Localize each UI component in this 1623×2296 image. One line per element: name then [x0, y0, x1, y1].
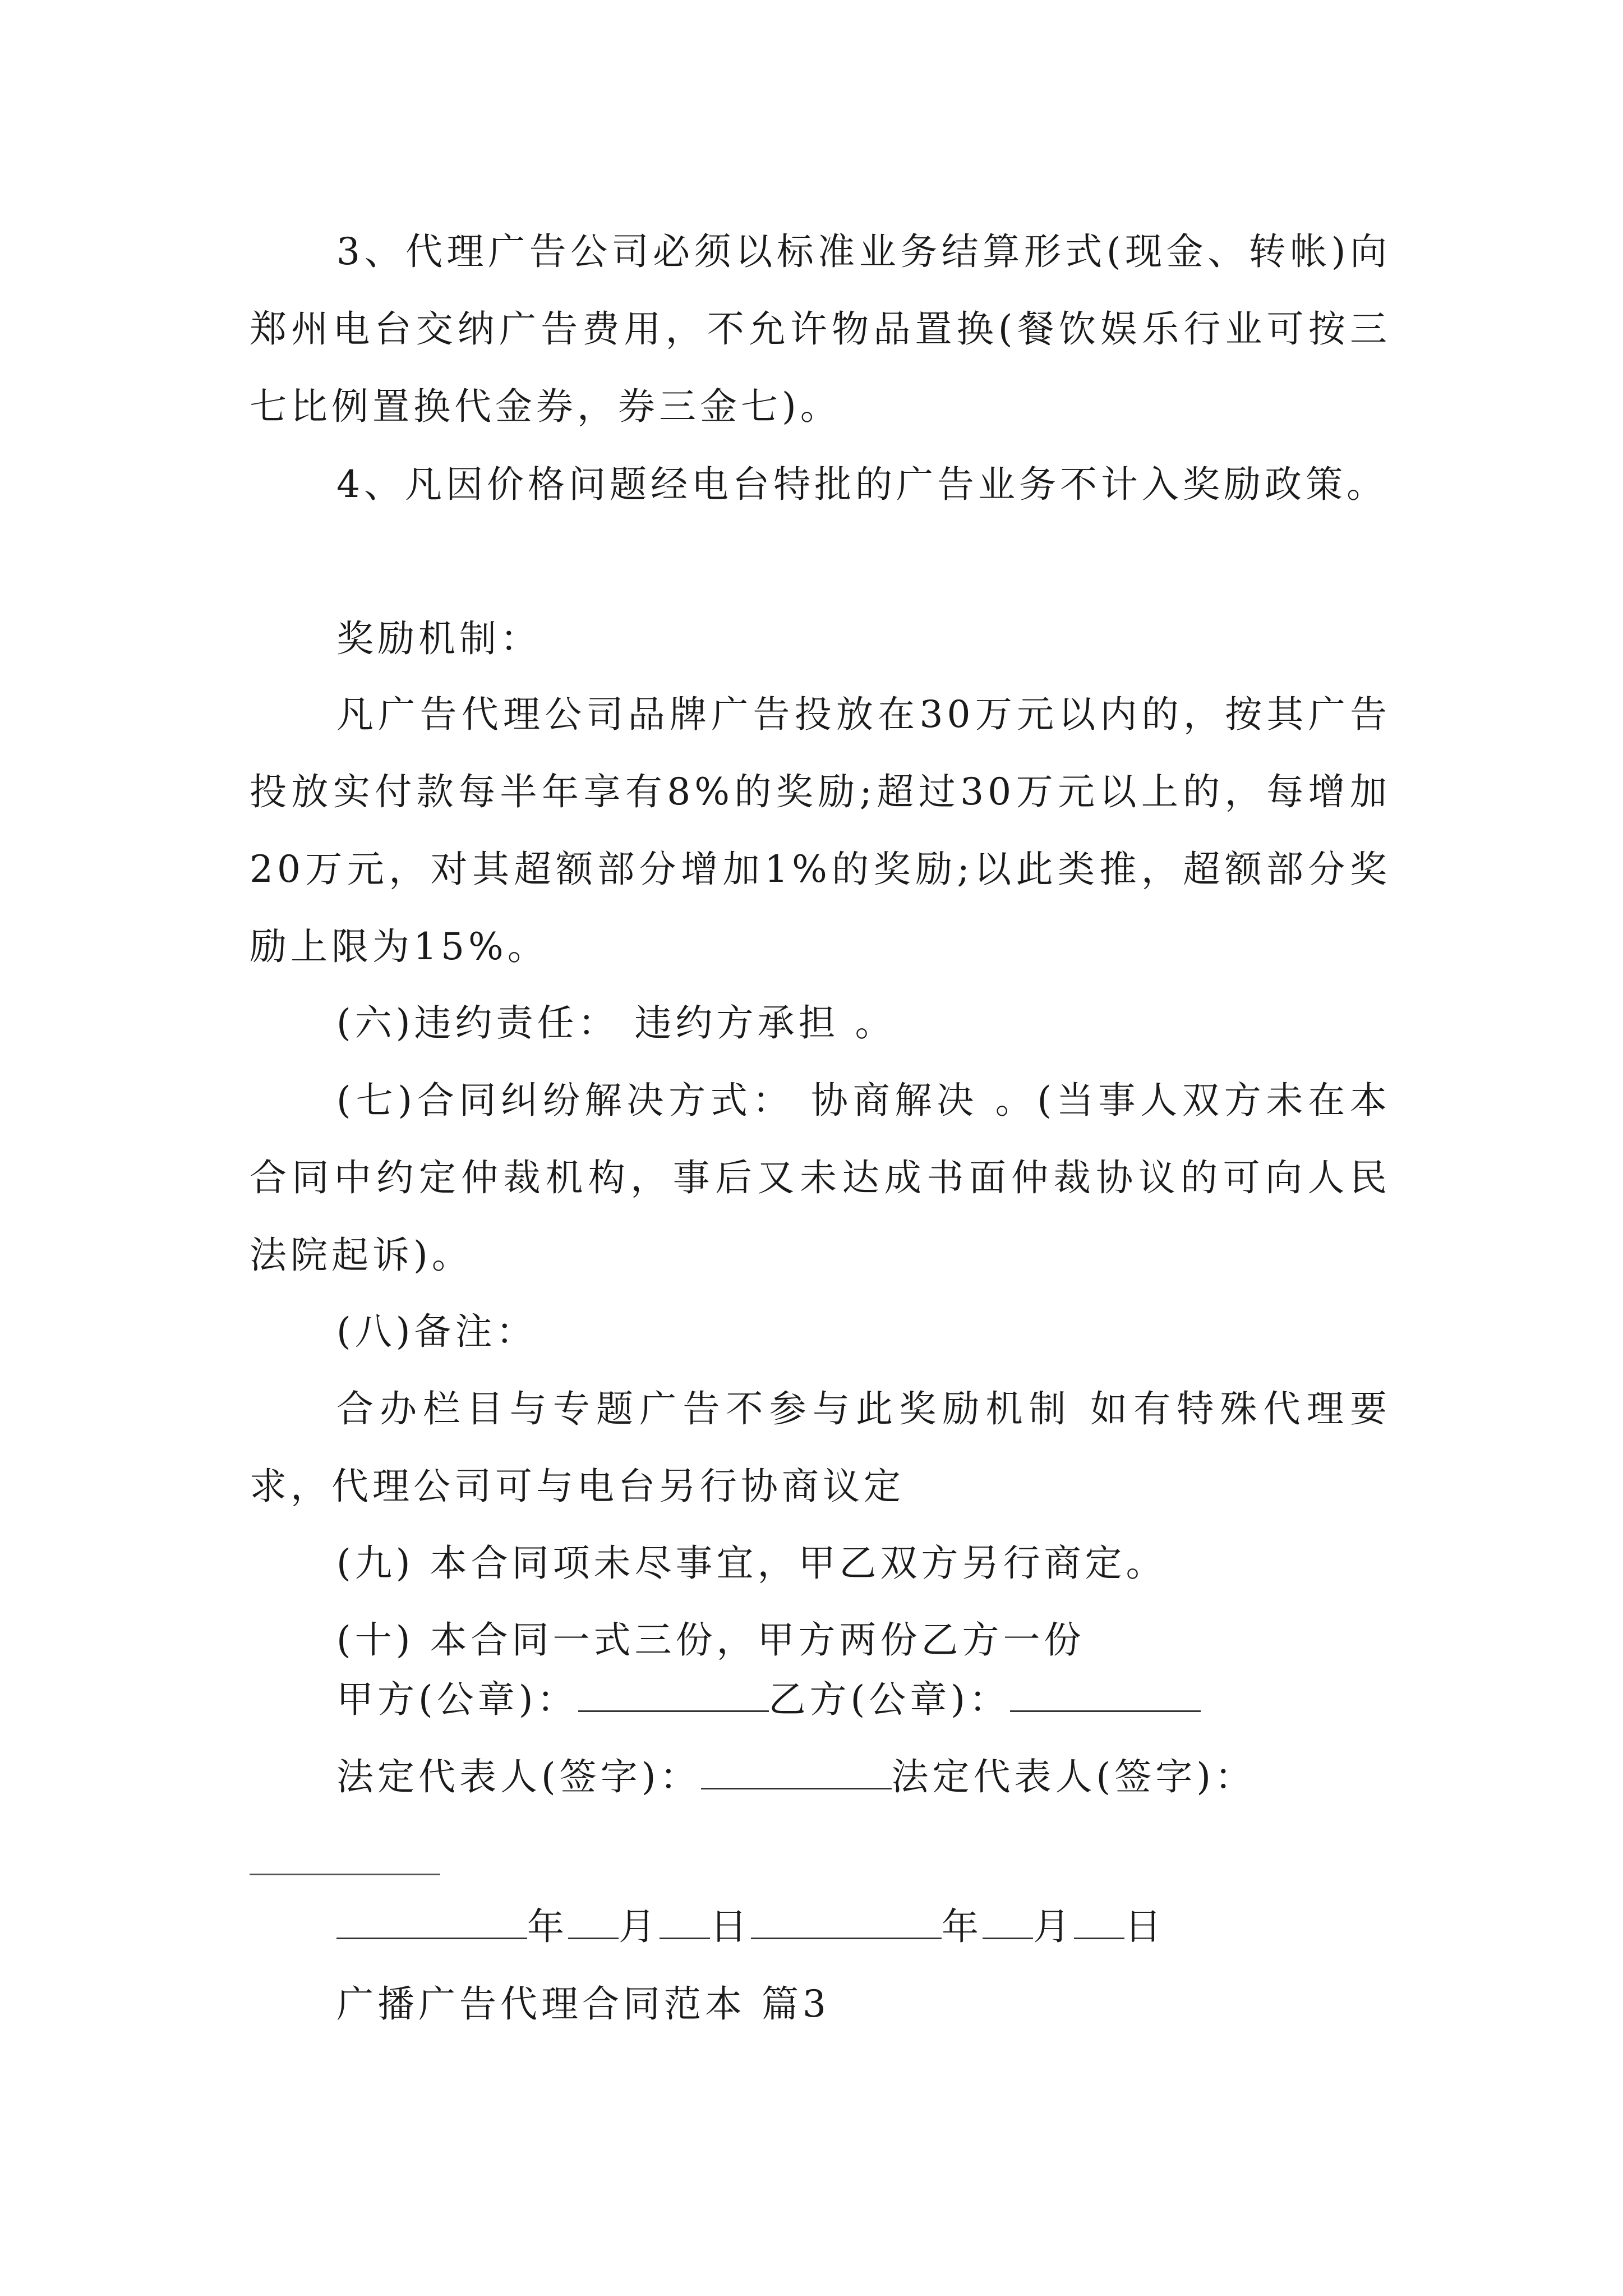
clause-10: (十) 本合同一式三份，甲方两份乙方一份	[336, 1618, 1085, 1662]
legal-rep-b-label: 法定代表人(签字)：	[891, 1755, 1256, 1798]
paragraph-clause-3: 3、代理广告公司必须以标准业务结算形式(现金、转帐)向郑州电台交纳广告费用，不允许物品置换(餐饮娱乐行业可按三七比例置换代金券，券三金七)。	[250, 230, 1391, 428]
clause-9: (九) 本合同项未尽事宜，甲乙双方另行商定。	[336, 1542, 1167, 1585]
year-b-blank	[751, 1904, 942, 1939]
month-b-label: 月	[1033, 1905, 1074, 1948]
party-b-seal-blank	[1010, 1677, 1201, 1712]
party-a-seal-label: 甲方(公章)：	[336, 1678, 578, 1721]
remark-text: 合办栏目与专题广告不参与此奖励机制 如有特殊代理要求，代理公司可与电台另行协商议定	[250, 1387, 1391, 1508]
reward-mechanism-text: 凡广告代理公司品牌广告投放在30万元以内的，按其广告投放实付款每半年享有8%的奖励;超过30万元以上的，每增加20万元，对其超额部分增加1%的奖励;以此类推，超额部分奖励上限为15%。	[250, 693, 1391, 968]
day-a-blank	[660, 1904, 710, 1939]
reward-heading: 奖励机制：	[336, 617, 541, 660]
party-b-seal-label: 乙方(公章)：	[768, 1678, 1010, 1721]
clause-7-dispute: (七)合同纠纷解决方式： 协商解决 。(当事人双方未在本合同中约定仲裁机构，事后又未达成书面仲裁协议的可向人民法院起诉)。	[250, 1079, 1391, 1277]
date-line	[336, 1899, 1165, 1955]
clause-6-liability: (六)违约责任： 违约方承担 。	[336, 1001, 896, 1045]
month-a-blank	[568, 1904, 619, 1939]
year-a-label: 年	[527, 1905, 568, 1948]
day-b-blank	[1074, 1904, 1124, 1939]
year-a-blank	[336, 1904, 527, 1939]
seal-line	[336, 1672, 1201, 1728]
month-a-label: 月	[619, 1905, 660, 1948]
month-b-blank	[983, 1904, 1033, 1939]
legal-rep-b-blank	[250, 1874, 440, 1875]
legal-rep-a-blank	[701, 1754, 892, 1789]
paragraph-clause-4: 4、凡因价格问题经电台特批的广告业务不计入奖励政策。	[336, 463, 1387, 506]
year-b-label: 年	[942, 1905, 983, 1948]
day-b-label: 日	[1124, 1905, 1165, 1948]
day-a-label: 日	[710, 1905, 751, 1948]
clause-8-remarks: (八)备注：	[336, 1310, 537, 1353]
next-section-title: 广播广告代理合同范本 篇3	[336, 1982, 830, 2026]
party-a-seal-blank	[578, 1677, 769, 1712]
legal-rep-line	[336, 1749, 1256, 1805]
legal-rep-a-label: 法定代表人(签字)：	[336, 1755, 701, 1798]
